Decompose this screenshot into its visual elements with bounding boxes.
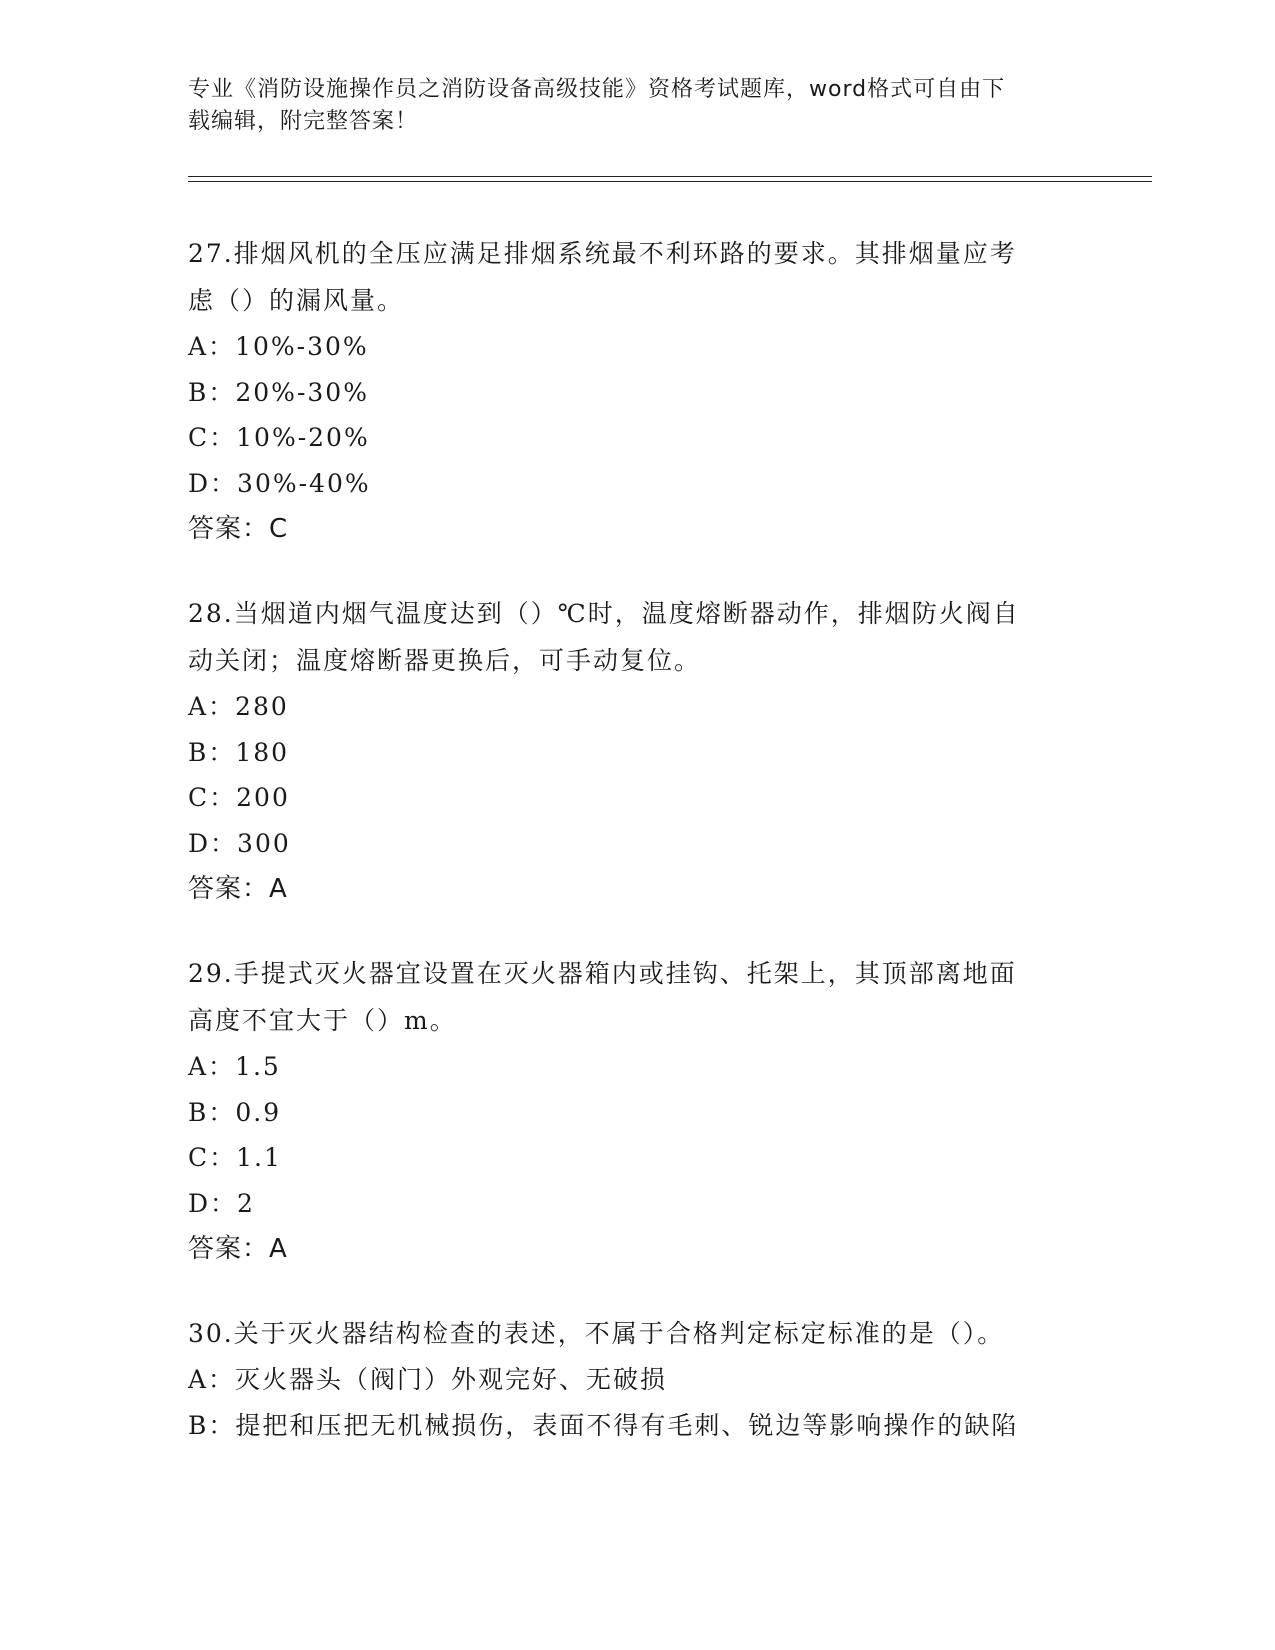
question-stem <box>188 230 1088 324</box>
question-stem-line: 动关闭；温度熔断器更换后，可手动复位。 <box>188 646 702 675</box>
header-line-1: 专业《消防设施操作员之消防设备高级技能》资格考试题库，word格式可自由下 <box>188 77 1006 102</box>
question-stem-line: 虑（）的漏风量。 <box>188 286 405 315</box>
question-27 <box>188 230 1088 552</box>
question-stem-line: 高度不宜大于（）m。 <box>188 1006 457 1035</box>
question-stem <box>188 950 1088 1044</box>
option-c: C：200 <box>188 783 290 812</box>
option-c: C：1.1 <box>188 1143 282 1172</box>
option-b: B：0.9 <box>188 1097 282 1127</box>
option-a: A：280 <box>188 692 289 721</box>
answer: 答案：C <box>188 514 289 544</box>
document-header <box>188 74 1068 138</box>
option-a: A：灭火器头（阀门）外观完好、无破损 <box>188 1365 668 1394</box>
answer: 答案：A <box>188 1234 288 1264</box>
header-divider-top <box>188 176 1152 177</box>
option-d: D：2 <box>188 1188 255 1218</box>
option-d: D：300 <box>188 828 291 858</box>
question-stem <box>188 1310 1088 1357</box>
option-a: A：10%-30% <box>188 332 369 361</box>
header-divider-bottom <box>188 181 1152 182</box>
question-30 <box>188 1310 1088 1448</box>
question-stem-line: 30.关于灭火器结构检查的表述，不属于合格判定标定标准的是（）。 <box>188 1319 1005 1348</box>
question-28 <box>188 590 1088 912</box>
option-b: B：20%-30% <box>188 377 369 407</box>
option-b: B：提把和压把无机械损伤，表面不得有毛刺、锐边等影响操作的缺陷 <box>188 1410 1019 1440</box>
option-d: D：30%-40% <box>188 468 371 498</box>
option-b: B：180 <box>188 737 290 767</box>
question-stem-line: 29.手提式灭火器宜设置在灭火器箱内或挂钩、托架上，其顶部离地面 <box>188 959 1017 988</box>
header-line-2: 载编辑，附完整答案！ <box>188 109 419 134</box>
question-stem-line: 28.当烟道内烟气温度达到（）℃时，温度熔断器动作，排烟防火阀自 <box>188 599 1020 628</box>
answer: 答案：A <box>188 874 288 904</box>
option-c: C：10%-20% <box>188 423 370 452</box>
question-stem-line: 27.排烟风机的全压应满足排烟系统最不利环路的要求。其排烟量应考 <box>188 239 1017 268</box>
question-29 <box>188 950 1088 1272</box>
question-stem <box>188 590 1088 684</box>
option-a: A：1.5 <box>188 1052 281 1081</box>
